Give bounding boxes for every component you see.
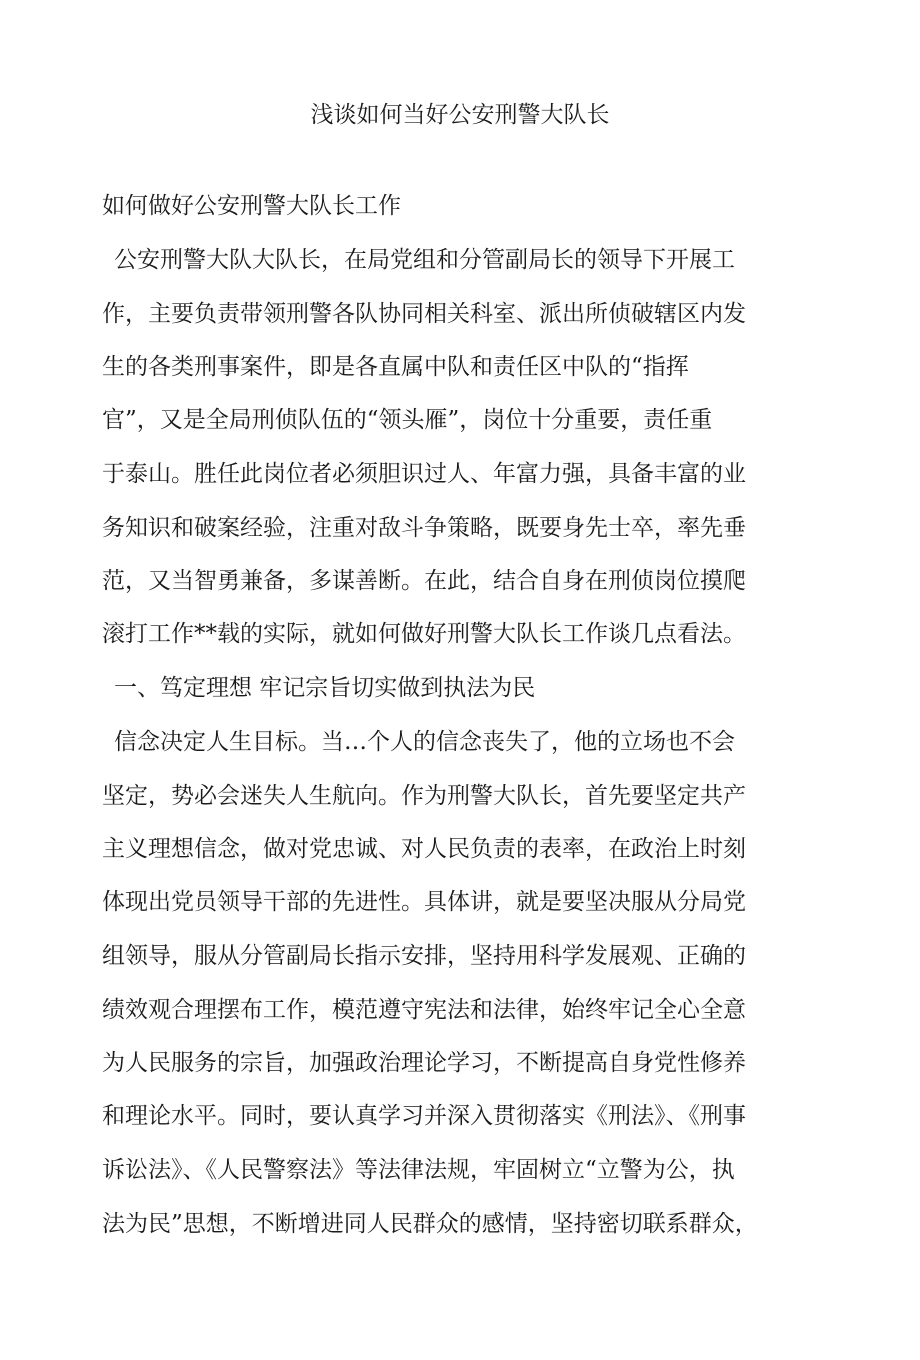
paragraph-line: 于泰山。胜任此岗位者必须胆识过人、年富力强，具备丰富的业 xyxy=(102,461,746,487)
paragraph-line: 信念决定人生目标。当…个人的信念丧失了，他的立场也不会 xyxy=(114,729,735,755)
paragraph-line: 体现出党员领导干部的先进性。具体讲，就是要坚决服从分局党 xyxy=(102,889,746,915)
paragraph-line: 作，主要负责带领刑警各队协同相关科室、派出所侦破辖区内发 xyxy=(102,301,746,327)
paragraph-line: 主义理想信念，做对党忠诚、对人民负责的表率，在政治上时刻 xyxy=(102,836,746,862)
document-subtitle: 如何做好公安刑警大队长工作 xyxy=(102,193,401,219)
paragraph-line: 为人民服务的宗旨，加强政治理论学习，不断提高自身党性修养 xyxy=(102,1050,746,1076)
paragraph-line: 诉讼法》、《人民警察法》等法律法规，牢固树立“立警为公，执 xyxy=(102,1157,735,1183)
section-heading: 一、笃定理想 牢记宗旨切实做到执法为民 xyxy=(114,675,536,701)
document-title: 浅谈如何当好公安刑警大队长 xyxy=(310,102,610,128)
paragraph-line: 滚打工作**载的实际，就如何做好刑警大队长工作谈几点看法。 xyxy=(102,621,746,647)
paragraph-line: 官”，又是全局刑侦队伍的“领头雁”，岗位十分重要，责任重 xyxy=(102,407,713,433)
paragraph-line: 生的各类刑事案件，即是各直属中队和责任区中队的“指挥 xyxy=(102,354,689,380)
paragraph-line: 公安刑警大队大队长，在局党组和分管副局长的领导下开展工 xyxy=(114,247,735,273)
paragraph-line: 法为民”思想，不断增进同人民群众的感情，坚持密切联系群众， xyxy=(102,1211,758,1237)
paragraph-line: 范，又当智勇兼备，多谋善断。在此，结合自身在刑侦岗位摸爬 xyxy=(102,568,746,594)
paragraph-line: 坚定，势必会迷失人生航向。作为刑警大队长，首先要坚定共产 xyxy=(102,783,746,809)
paragraph-line: 务知识和破案经验，注重对敌斗争策略，既要身先士卒，率先垂 xyxy=(102,515,746,541)
paragraph-line: 和理论水平。同时，要认真学习并深入贯彻落实《刑法》、《刑事 xyxy=(102,1103,746,1129)
paragraph-line: 绩效观合理摆布工作，模范遵守宪法和法律，始终牢记全心全意 xyxy=(102,997,746,1023)
paragraph-line: 组领导，服从分管副局长指示安排，坚持用科学发展观、正确的 xyxy=(102,943,746,969)
